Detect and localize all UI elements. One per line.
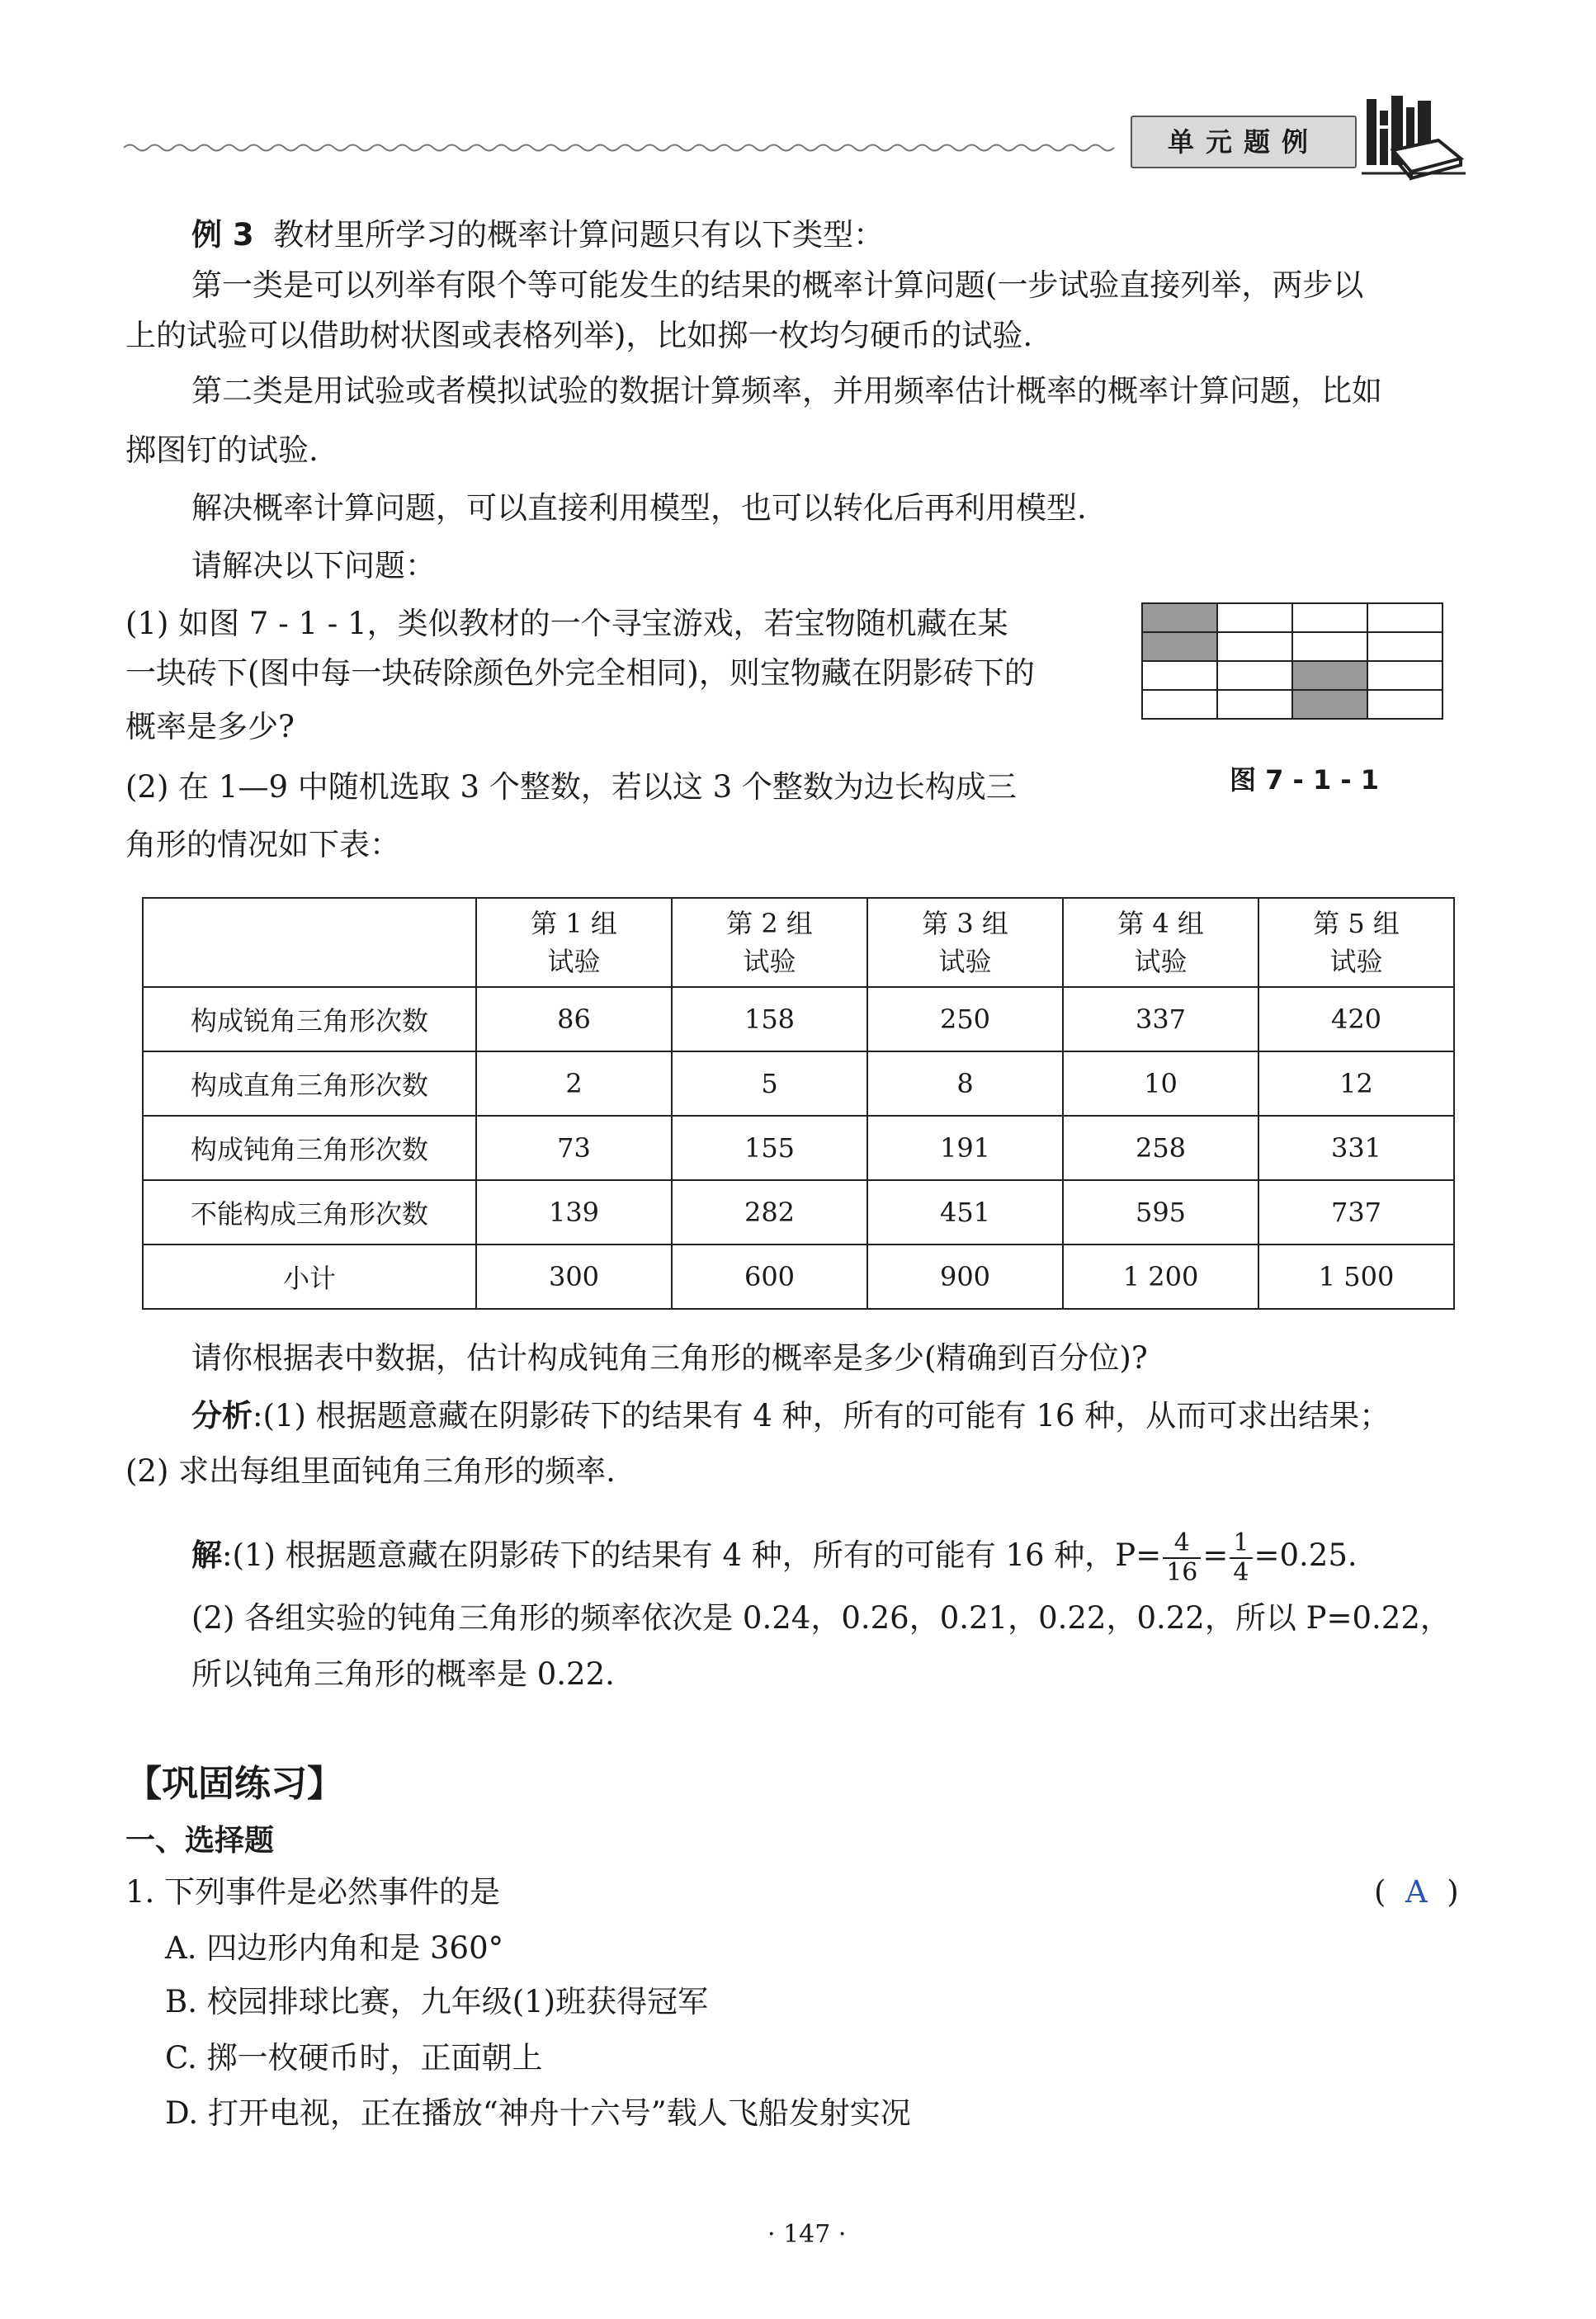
grid-cell-shaded (1292, 661, 1367, 690)
table-cell: 900 (867, 1245, 1063, 1309)
paragraph-1-line-1: 第一类是可以列举有限个等可能发生的结果的概率计算问题(一步试验直接列举，两步以 (191, 267, 1364, 303)
table-header-group-4 (1063, 898, 1258, 987)
solution-result: =0.25. (1254, 1537, 1358, 1573)
table-cell: 420 (1258, 987, 1454, 1051)
paragraph-2-line-1: 第二类是用试验或者模拟试验的数据计算频率，并用频率估计概率的概率计算问题，比如 (191, 373, 1382, 409)
table-row (143, 1180, 1454, 1245)
grid-cell (1217, 632, 1292, 661)
fraction-numerator: 4 (1163, 1529, 1201, 1559)
paragraph-3: 解决概率计算问题，可以直接利用模型，也可以转化后再利用模型. (191, 490, 1087, 526)
triangle-data-table (142, 897, 1455, 1310)
solution-text: :(1) 根据题意藏在阴影砖下的结果有 4 种，所有的可能有 16 种，P= (222, 1537, 1162, 1573)
header-text: 第 1 组 试验 (531, 908, 617, 977)
equals-sign: = (1202, 1537, 1229, 1573)
fraction-denominator: 16 (1166, 1557, 1198, 1587)
option-a: A. 四边形内角和是 360° (165, 1930, 504, 1966)
table-row (143, 1116, 1454, 1180)
option-b: B. 校园排球比赛，九年级(1)班获得冠军 (165, 1984, 709, 2019)
row-label: 小计 (143, 1245, 476, 1309)
table-cell: 2 (476, 1051, 672, 1116)
example-label: 例 3 (191, 217, 254, 253)
row-label: 不能构成三角形次数 (143, 1180, 476, 1245)
solution-line-3: 所以钝角三角形的概率是 0.22. (191, 1656, 615, 1692)
table-header-group-3 (867, 898, 1063, 987)
answer-bracket (1374, 1871, 1459, 1914)
section-title: 【巩固练习】 (125, 1763, 343, 1805)
row-label: 构成钝角三角形次数 (143, 1116, 476, 1180)
table-cell: 10 (1063, 1051, 1258, 1116)
table-corner-cell (143, 898, 476, 987)
question-1-line-1: (1) 如图 7 - 1 - 1，类似教材的一个寻宝游戏，若宝物随机藏在某 (125, 606, 1008, 641)
fraction-numerator: 1 (1230, 1529, 1252, 1559)
analysis-text: :(1) 根据题意藏在阴影砖下的结果有 4 种，所有的可能有 16 种，从而可求出结果； (253, 1398, 1391, 1433)
table-cell: 191 (867, 1116, 1063, 1180)
grid-cell-shaded (1292, 690, 1367, 719)
table-header-group-2 (672, 898, 867, 987)
table-cell: 300 (476, 1245, 672, 1309)
table-cell: 737 (1258, 1180, 1454, 1245)
grid-cell-shaded (1142, 603, 1217, 632)
table-cell: 451 (867, 1180, 1063, 1245)
table-cell: 258 (1063, 1116, 1258, 1180)
fraction-1-over-4 (1230, 1529, 1252, 1587)
analysis-line-2: (2) 求出每组里面钝角三角形的频率. (125, 1453, 616, 1489)
table-cell: 73 (476, 1116, 672, 1180)
books-icon (1360, 92, 1467, 183)
row-label: 构成直角三角形次数 (143, 1051, 476, 1116)
example-intro-text: 教材里所学习的概率计算问题只有以下类型： (273, 217, 885, 253)
grid-cell (1367, 690, 1443, 719)
table-cell: 337 (1063, 987, 1258, 1051)
solution-label: 解 (191, 1537, 222, 1573)
table-cell: 8 (867, 1051, 1063, 1116)
follow-up-question: 请你根据表中数据，估计构成钝角三角形的概率是多少(精确到百分位)? (191, 1340, 1148, 1376)
table-header-group-5 (1258, 898, 1454, 987)
option-d: D. 打开电视，正在播放“神舟十六号”载人飞船发射实况 (165, 2095, 911, 2131)
grid-cell (1292, 603, 1367, 632)
solution-line-1 (191, 1523, 1358, 1589)
table-cell: 282 (672, 1180, 867, 1245)
paragraph-4: 请解决以下问题： (191, 548, 436, 583)
bracket-close: ) (1447, 1874, 1459, 1910)
grid-cell (1142, 661, 1217, 690)
table-cell: 250 (867, 987, 1063, 1051)
fraction-4-over-16 (1163, 1529, 1201, 1587)
page-number: · 147 · (767, 2220, 847, 2249)
table-row (143, 1245, 1454, 1309)
fraction-denominator: 4 (1233, 1557, 1249, 1587)
table-cell: 139 (476, 1180, 672, 1245)
analysis-line-1 (191, 1395, 1390, 1438)
table-cell: 600 (672, 1245, 867, 1309)
bracket-open: ( (1374, 1874, 1386, 1910)
table-header-group-1 (476, 898, 672, 987)
figure-caption: 图 7 - 1 - 1 (1230, 764, 1380, 796)
grid-cell (1217, 603, 1292, 632)
paragraph-2-line-2: 掷图钉的试验. (125, 432, 319, 468)
table-cell: 5 (672, 1051, 867, 1116)
table-cell: 1 500 (1258, 1245, 1454, 1309)
question-stem: 1. 下列事件是必然事件的是 (125, 1874, 501, 1910)
question-1-line-2: 一块砖下(图中每一块砖除颜色外完全相同)，则宝物藏在阴影砖下的 (125, 655, 1035, 691)
table-cell: 1 200 (1063, 1245, 1258, 1309)
answer-letter: A (1405, 1874, 1428, 1910)
table-cell: 12 (1258, 1051, 1454, 1116)
subsection-title: 一、选择题 (125, 1824, 275, 1858)
brick-grid-figure (1141, 602, 1443, 720)
table-row (143, 987, 1454, 1051)
table-cell: 331 (1258, 1116, 1454, 1180)
question-1-line-3: 概率是多少? (125, 709, 295, 744)
table-cell: 158 (672, 987, 867, 1051)
table-cell: 86 (476, 987, 672, 1051)
header-text: 第 3 组 试验 (922, 908, 1008, 977)
header-wavy-rule (124, 142, 1122, 153)
grid-cell (1367, 603, 1443, 632)
grid-cell (1367, 632, 1443, 661)
grid-cell (1217, 661, 1292, 690)
table-cell: 595 (1063, 1180, 1258, 1245)
header-text: 第 5 组 试验 (1313, 908, 1400, 977)
header-text: 第 4 组 试验 (1117, 908, 1204, 977)
row-label: 构成锐角三角形次数 (143, 987, 476, 1051)
grid-cell-shaded (1142, 632, 1217, 661)
grid-cell (1367, 661, 1443, 690)
grid-cell (1142, 690, 1217, 719)
table-row (143, 1051, 1454, 1116)
table-cell: 155 (672, 1116, 867, 1180)
header-text: 第 2 组 试验 (726, 908, 813, 977)
unit-badge: 单元题例 (1131, 116, 1357, 168)
grid-cell (1292, 632, 1367, 661)
solution-line-2: (2) 各组实验的钝角三角形的频率依次是 0.24，0.26，0.21，0.22，0.22，所以 P=0.22， (191, 1600, 1451, 1636)
analysis-label: 分析 (191, 1398, 253, 1433)
paragraph-1-line-2: 上的试验可以借助树状图或表格列举)，比如掷一枚均匀硬币的试验. (125, 318, 1033, 353)
option-c: C. 掷一枚硬币时，正面朝上 (165, 2040, 543, 2076)
question-2-line-2: 角形的情况如下表： (125, 827, 400, 862)
grid-cell (1217, 690, 1292, 719)
question-2-line-1: (2) 在 1—9 中随机选取 3 个整数，若以这 3 个整数为边长构成三 (125, 769, 1017, 805)
example-intro (191, 214, 884, 257)
